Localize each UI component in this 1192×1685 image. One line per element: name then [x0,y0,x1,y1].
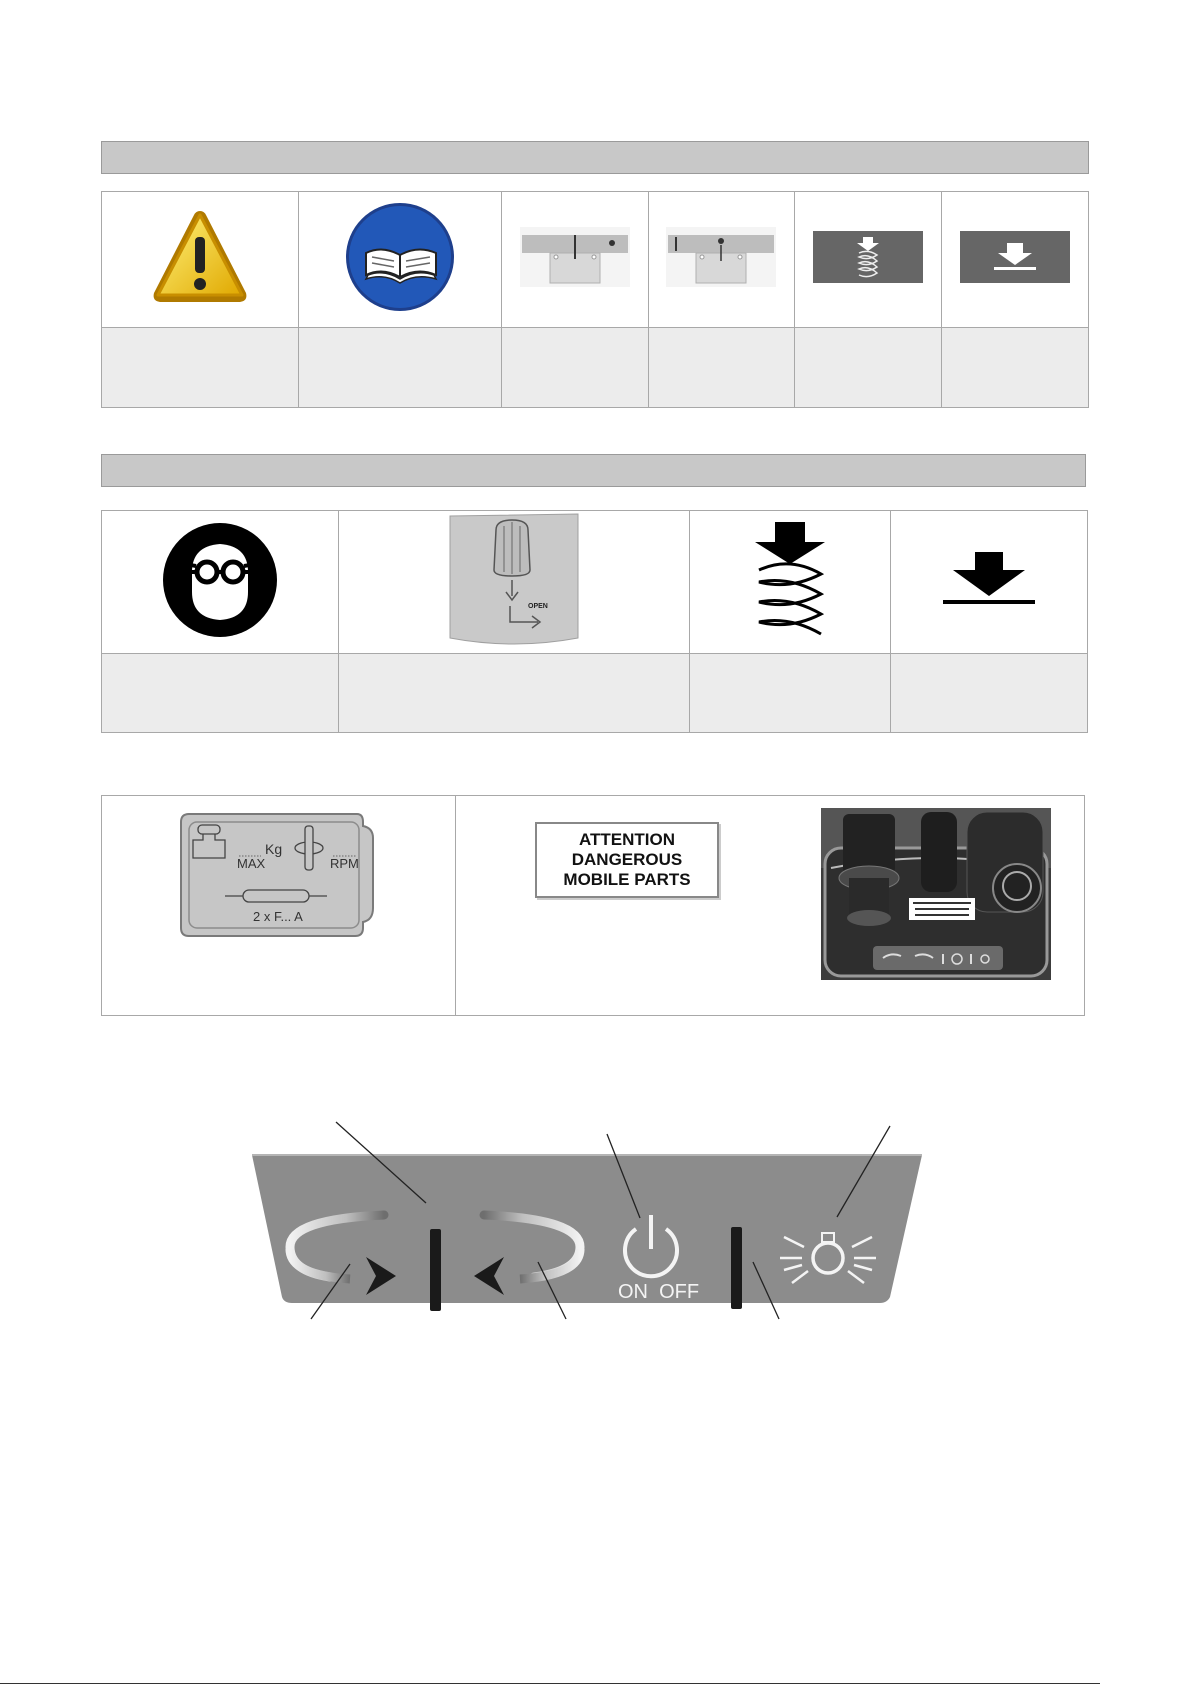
callout-line-indicator-1 [336,1122,426,1203]
on-off-label: ON OFF [618,1281,700,1303]
open-label: OPEN [527,602,548,610]
callout-line-indicator-2 [753,1262,779,1319]
rpm-label: RPM [330,856,359,871]
footer-rule [0,1683,1100,1684]
callout-line-counterclockwise [538,1262,566,1319]
attention-line-1: ATTENTION [578,830,675,849]
fuse-label: 2 x F... A [253,909,303,924]
max-label: MAX [237,856,266,871]
callout-line-light [837,1126,890,1217]
callout-line-power [607,1134,640,1218]
callout-line-clockwise [311,1264,350,1319]
kg-label: Kg [265,841,283,857]
attention-line-2: DANGEROUS [571,850,683,869]
attention-line-3: MOBILE PARTS [563,870,691,889]
